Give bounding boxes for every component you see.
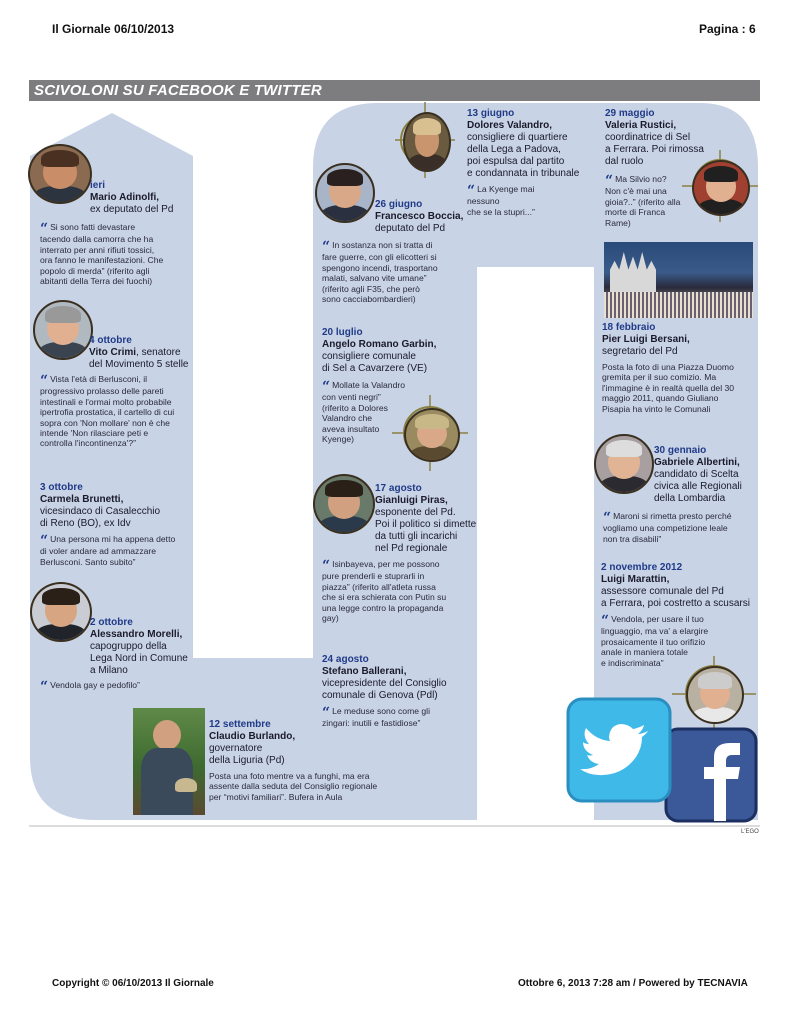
quote-mark-icon: “ (322, 239, 331, 255)
entry-date: ieri (90, 180, 106, 191)
entry-burlando: 12 settembre Claudio Burlando, governatore della Liguria (Pd) Posta una foto mentre va a funghi, ma era assente dalla seduta del Consiglio regionale per “motivi familiari”. Bufera in Aula (209, 719, 414, 802)
portrait-valandro (403, 112, 451, 172)
entry-marattin (601, 562, 756, 610)
entry-role: comunale di Genova (Pdl) (322, 690, 438, 701)
entry-valandro: 13 giugno Dolores Valandro, consigliere di quartiere della Lega a Padova, poi espulsa dal partito e condannata in tribunale “ La Kyenge mai nessuno che se la stupri...” (467, 108, 592, 217)
credit-label: L'EGO (741, 829, 759, 835)
facebook-f-icon (664, 727, 758, 823)
photo-burlando-mushrooms (133, 708, 205, 815)
entry-date: 26 giugno (375, 199, 423, 210)
entry-piras (375, 483, 480, 555)
entry-albertini-quote: “ Maroni si rimetta presto perché vogliamo una competizione leale non tra disabili” (603, 510, 732, 544)
entry-role: vicepresidente del Consiglio (322, 678, 447, 689)
entry-name: Vito Crimi, senatore (89, 347, 181, 358)
entry-role: a Milano (90, 665, 128, 676)
entry-role: Poi il politico si dimette (375, 519, 477, 530)
entry-role: governatore (209, 743, 263, 754)
entry-crimi (89, 335, 199, 371)
entry-date: 12 settembre (209, 719, 271, 730)
quote-mark-icon: “ (40, 373, 49, 389)
entry-date: 24 agosto (322, 654, 369, 665)
entry-date: 2 ottobre (90, 617, 133, 628)
entry-role: civica alle Regionali (654, 481, 742, 492)
entry-role: da tutti gli incarichi (375, 531, 458, 542)
portrait-piras (313, 474, 375, 534)
entry-date: 29 maggio (605, 108, 655, 119)
footer-powered-by: Ottobre 6, 2013 7:28 am / Powered by TECNAVIA (518, 978, 748, 989)
entry-role: del Movimento 5 stelle (89, 359, 189, 370)
entry-name: Pier Luigi Bersani, (602, 334, 690, 345)
entry-role: e condannata in tribunale (467, 168, 580, 179)
portrait-rustici (692, 160, 750, 216)
footer-copyright: Copyright © 06/10/2013 Il Giornale (52, 978, 214, 989)
entry-role: di Sel a Cavarzere (VE) (322, 363, 428, 374)
entry-rustici-quote: “ Ma Silvio no? Non c'è mai una gioia?..” (riferito alla morte di Franca Rame) (605, 173, 681, 228)
quote-mark-icon: “ (40, 221, 49, 237)
quote-mark-icon: “ (467, 183, 476, 199)
entry-name: Mario Adinolfi, (90, 192, 160, 203)
quote-mark-icon: “ (322, 705, 331, 721)
entry-name: Alessandro Morelli, (90, 629, 183, 640)
portrait-adinolfi (28, 144, 92, 204)
entry-role: nel Pd regionale (375, 543, 448, 554)
entry-role: ex deputato del Pd (90, 204, 174, 215)
entry-date: 13 giugno (467, 108, 515, 119)
twitter-bird-icon (566, 697, 672, 803)
entry-name: Gabriele Albertini, (654, 457, 740, 468)
quote-mark-icon: “ (322, 379, 331, 395)
entry-role: della Lega a Padova, (467, 144, 561, 155)
entry-garbin-quote: “ Mollate la Valandro con venti negri” (riferito a Dolores Valandro che aveva insultato Kyenge) (322, 379, 405, 445)
entry-role: segretario del Pd (602, 346, 678, 357)
entry-role: consigliere di quartiere (467, 132, 568, 143)
entry-name: Francesco Boccia, (375, 211, 464, 222)
entry-role: a Ferrara. Poi rimossa (605, 144, 704, 155)
quote-mark-icon: “ (322, 558, 331, 574)
entry-date: 20 luglio (322, 327, 363, 338)
entry-piras-quote: “ Isinbayeva, per me possono pure prenderli e stuprarli in piazza” (riferito all'atleta russa che si era schierata con Putin su una legge contro la propaganda gay) (322, 558, 447, 624)
entry-name: Dolores Valandro, (467, 120, 553, 131)
entry-role: deputato del Pd (375, 223, 446, 234)
entry-boccia (375, 199, 475, 235)
portrait-boccia (315, 163, 375, 223)
entry-bersani: 18 febbraio Pier Luigi Bersani, segretario del Pd Posta la foto di una Piazza Duomo gremita per il suo comizio. Ma l'immagine è in realtà quella del 30 maggio 2011, quando Giuliano Pisapia ha vinto le Comunali (602, 322, 752, 414)
entry-brunetti: 3 ottobre Carmela Brunetti, vicesindaco di Casalecchio di Reno (BO), ex Idv “ Una persona mi ha appena detto di voler andare ad ammazzare Berlusconi. Santo subito” (40, 482, 195, 567)
quote-mark-icon: “ (40, 679, 49, 695)
entry-rustici (605, 108, 715, 168)
entry-date: 2 novembre 2012 (601, 562, 683, 573)
entry-name: Carmela Brunetti, (40, 494, 124, 505)
entry-role: coordinatrice di Sel (605, 132, 691, 143)
entry-adinolfi-quote: “ Si sono fatti devastare tacendo dalla camorra che ha interrato per anni rifiuti tossici, ora fanno le manifestazioni. Che popolo di merda” (riferito agli abitanti della Terra dei fuochi) (40, 221, 164, 287)
entry-name: Luigi Marattin, (601, 574, 670, 585)
entry-role: dal ruolo (605, 156, 644, 167)
entry-albertini (654, 445, 758, 505)
entry-date: 4 ottobre (89, 335, 132, 346)
entry-role: Lega Nord in Comune (90, 653, 188, 664)
entry-role: vicesindaco di Casalecchio (40, 506, 161, 517)
quote-mark-icon: “ (605, 173, 614, 189)
entry-role: della Lombardia (654, 493, 726, 504)
entry-date: 30 gennaio (654, 445, 707, 456)
entry-date: 3 ottobre (40, 482, 83, 493)
entry-garbin (322, 327, 472, 375)
entry-role: consigliere comunale (322, 351, 416, 362)
entry-role: di Reno (BO), ex Idv (40, 518, 131, 529)
entry-morelli-quote: “ Vendola gay e pedofilo” (40, 679, 140, 695)
entry-date: 17 agosto (375, 483, 422, 494)
entry-name: Claudio Burlando, (209, 731, 296, 742)
entry-role: capogruppo della (90, 641, 167, 652)
entry-role: esponente del Pd. (375, 507, 456, 518)
entry-name: Stefano Ballerani, (322, 666, 407, 677)
portrait-marattin (686, 666, 744, 724)
entry-boccia-quote: “ In sostanza non si tratta di fare guerre, con gli elicotteri si spengono incendi, trasportano malati, salvano vite umane” (riferito agli F35, che però sono cacciabombardieri) (322, 239, 438, 305)
entry-role: assessore comunale del Pd (601, 586, 724, 597)
photo-piazza-duomo (604, 242, 753, 318)
entry-date: 18 febbraio (602, 322, 656, 333)
entry-morelli (90, 617, 195, 677)
header-left: Il Giornale 06/10/2013 (52, 22, 175, 36)
entry-role: candidato di Scelta (654, 469, 739, 480)
quote-mark-icon: “ (603, 510, 612, 526)
entry-marattin-quote: “ Vendola, per usare il tuo linguaggio, ma va' a elargire prosaicamente il tuo orifizio anale in maniera totale e indiscriminata” (601, 613, 709, 668)
quote-mark-icon: “ (601, 613, 610, 629)
entry-name: Valeria Rustici, (605, 120, 677, 131)
entry-name: Gianluigi Piras, (375, 495, 448, 506)
entry-crimi-quote: “ Vista l'età di Berlusconi, il progressivo prolasso delle pareti intestinali e l'ormai molto probabile ipertrofia prostatica, il cartello di cui sopra con 'Non mollare' non è che intende 'Non rilasciare peti e controlla l'incontinenza'?” (40, 373, 175, 449)
entry-ballerani: 24 agosto Stefano Ballerani, vicepresidente del Consiglio comunale di Genova (Pdl) “ Le meduse sono come gli zingari: inutili e fastidiose” (322, 654, 472, 729)
entry-role: a Ferrara, poi costretto a scusarsi (601, 598, 750, 609)
entry-role: della Liguria (Pd) (209, 755, 285, 766)
quote-mark-icon: “ (40, 533, 49, 549)
portrait-albertini (594, 434, 654, 494)
page-title: SCIVOLONI SU FACEBOOK E TWITTER (34, 82, 322, 99)
portrait-garbin (404, 408, 460, 462)
portrait-morelli (30, 582, 92, 642)
portrait-crimi (33, 300, 93, 360)
entry-role: poi espulsa dal partito (467, 156, 565, 167)
header-right: Pagina : 6 (699, 22, 756, 36)
entry-adinolfi (90, 180, 200, 216)
entry-name: Angelo Romano Garbin, (322, 339, 437, 350)
